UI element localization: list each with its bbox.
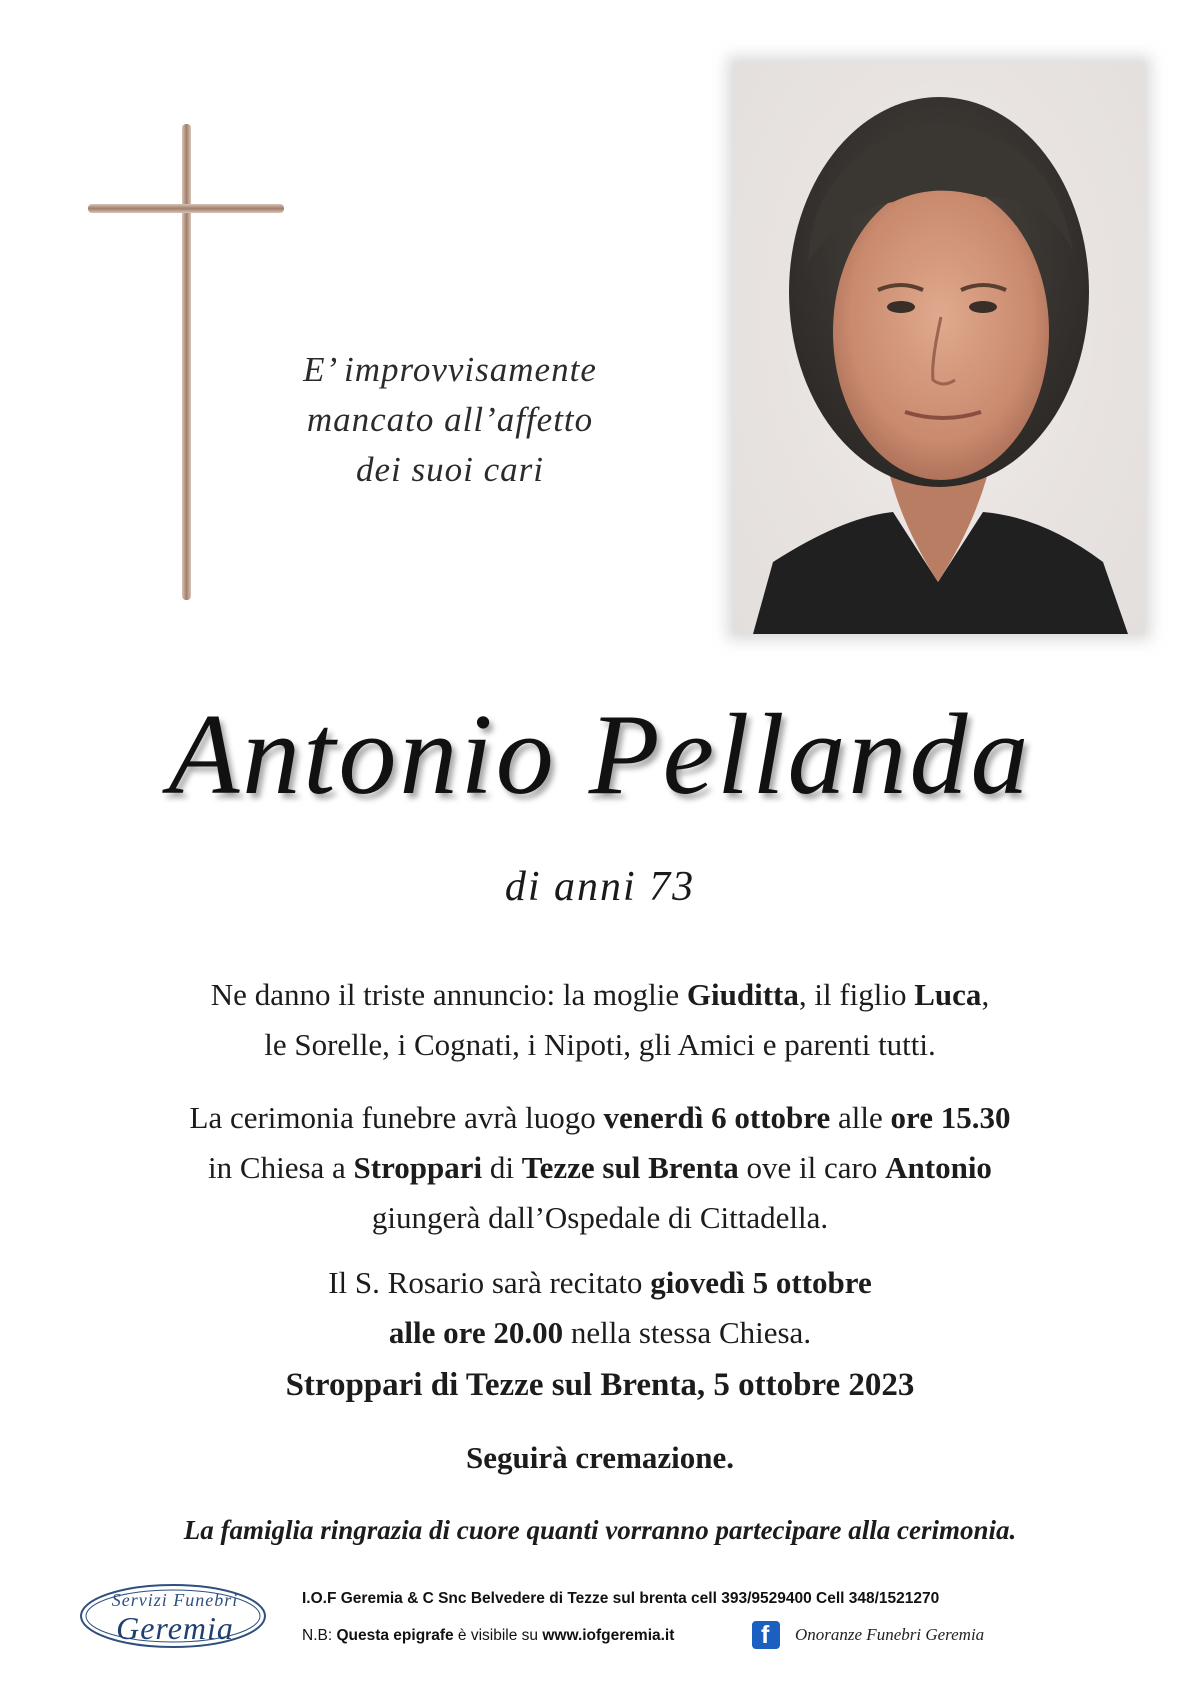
rosary-line-2 xyxy=(40,1308,1160,1358)
church-place: Stroppari xyxy=(353,1150,483,1185)
footer-note xyxy=(302,1627,674,1645)
portrait-image xyxy=(733,62,1145,634)
nb-label: N.B: xyxy=(302,1627,337,1644)
text-span: di xyxy=(482,1150,522,1185)
portrait-photo xyxy=(733,62,1145,634)
son-name: Luca xyxy=(914,977,982,1012)
text-span: Il S. Rosario sarà recitato xyxy=(328,1265,651,1300)
footer-contact: I.O.F Geremia & C Snc Belvedere di Tezze sul brenta cell 393/9529400 Cell 348/1521270 xyxy=(302,1590,940,1607)
cremation-note: Seguirà cremazione. xyxy=(465,1440,735,1475)
first-name: Antonio xyxy=(885,1150,992,1185)
rosary-paragraph xyxy=(40,1258,1160,1358)
intro-text xyxy=(250,345,650,495)
text-span: in Chiesa a xyxy=(208,1150,354,1185)
logo-text-main: Geremia xyxy=(116,1610,234,1646)
rosary-line-1 xyxy=(40,1258,1160,1308)
nb-text: Questa epigrafe xyxy=(336,1627,454,1644)
text-span: nella stessa Chiesa. xyxy=(563,1315,812,1350)
website-link[interactable]: www.iofgeremia.it xyxy=(542,1627,675,1644)
announcement-paragraph xyxy=(40,970,1160,1070)
ceremony-line-1 xyxy=(40,1093,1160,1143)
ceremony-line-3: giungerà dall’Ospedale di Cittadella. xyxy=(371,1200,829,1235)
announcement-line-2: le Sorelle, i Cognati, i Nipoti, gli Amici e parenti tutti. xyxy=(264,1027,936,1062)
facebook-letter: f xyxy=(761,1621,770,1649)
text-span: alle xyxy=(830,1100,891,1135)
deceased-name: Antonio Pellanda xyxy=(168,691,1032,819)
text-span: La cerimonia funebre avrà luogo xyxy=(189,1100,604,1135)
intro-line-1: E’ improvvisamente xyxy=(303,350,597,389)
family-thanks: La famiglia ringrazia di cuore quanti vorranno partecipare alla cerimonia. xyxy=(183,1515,1017,1545)
wife-name: Giuditta xyxy=(686,977,799,1012)
text-span: Ne danno il triste annuncio: la moglie xyxy=(210,977,687,1012)
text-span: , xyxy=(981,977,990,1012)
facebook-icon[interactable] xyxy=(752,1621,780,1649)
text-span: , il figlio xyxy=(798,977,915,1012)
rosary-time: alle ore 20.00 xyxy=(388,1315,564,1350)
intro-line-2: mancato all’affetto xyxy=(306,400,594,439)
deceased-age: di anni 73 xyxy=(504,864,696,910)
ceremony-line-2 xyxy=(40,1143,1160,1193)
town-name: Tezze sul Brenta xyxy=(521,1150,739,1185)
logo-text-top: Servizi Funebri xyxy=(111,1590,239,1610)
rosary-date: giovedì 5 ottobre xyxy=(650,1265,872,1300)
ceremony-time: ore 15.30 xyxy=(890,1100,1011,1135)
intro-line-3: dei suoi cari xyxy=(356,450,544,489)
announcement-line-1 xyxy=(40,970,1160,1020)
text-span: ove il caro xyxy=(738,1150,886,1185)
facebook-page-name[interactable]: Onoranze Funebri Geremia xyxy=(795,1625,985,1644)
ceremony-date: venerdì 6 ottobre xyxy=(603,1100,831,1135)
ceremony-paragraph xyxy=(40,1093,1160,1243)
place-date: Stroppari di Tezze sul Brenta, 5 ottobre 2023 xyxy=(285,1367,915,1403)
nb-mid: è visibile su xyxy=(453,1627,543,1644)
